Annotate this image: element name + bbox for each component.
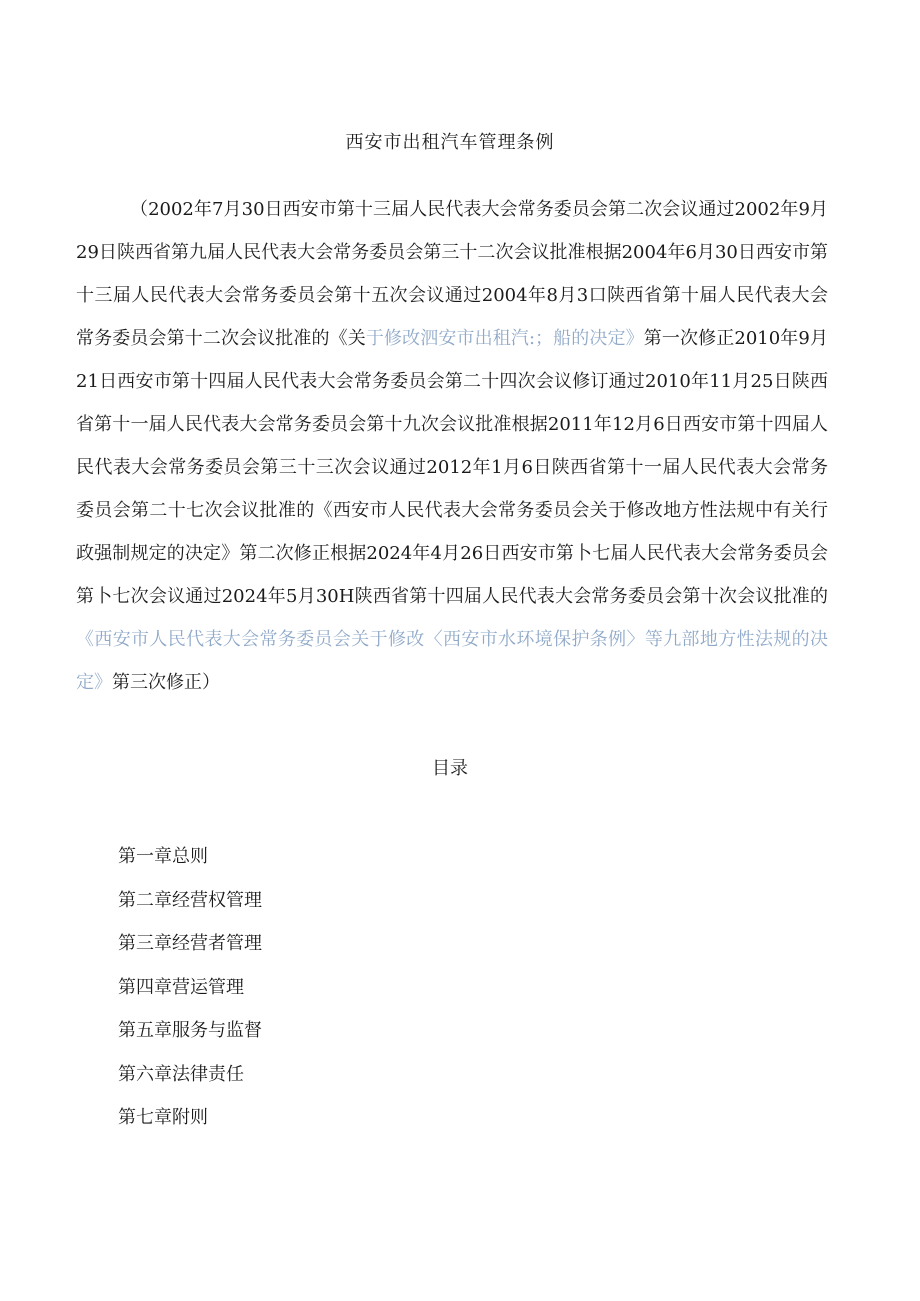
toc-item-chapter-5[interactable]: 第五章服务与监督 — [118, 1020, 262, 1041]
preamble-text-2: 第一次修正2010年9月21日西安市第十四届人民代表大会常务委员会第二十四次会议修订通过2010年11月25日陕西省第十一届人民代表大会常务委员会第十九次会议批准根据2011年12月6日西安市第十四届人民代表大会常务委员会第三十三次会议通过2012年1月6日陕西省第十一届人民代表大会常务委员会第二十七次会议批准的《西安市人民代表大会常务委员会关于修改地方性法规中有关行政强制规定的决定》第二次修正根据2024年4月26日西安市第卜七届人民代表大会常务委员会第卜七次会议通过2024年5月30H陕西省第十四届人民代表大会常务委员会第十次会议批准的 — [76, 328, 828, 607]
toc-item-chapter-7[interactable]: 第七章附则 — [118, 1107, 208, 1128]
toc-item-chapter-6[interactable]: 第六章法律责任 — [118, 1063, 244, 1085]
table-of-contents — [118, 842, 262, 1147]
toc-item-chapter-3[interactable]: 第三章经营者管理 — [118, 933, 262, 954]
preamble-link-2[interactable]: 《西安市人民代表大会常务委员会关于修改〈西安市水环境保护条例〉等九部地方性法规的决定》 — [76, 629, 828, 693]
toc-item-chapter-2[interactable]: 第二章经营权管理 — [118, 889, 262, 911]
preamble-paragraph — [76, 188, 828, 704]
document-title: 西安市出租汽车管理条例 — [345, 132, 555, 153]
toc-title: 目录 — [432, 758, 468, 779]
toc-item-chapter-4[interactable]: 第四章营运管理 — [118, 976, 244, 998]
preamble-link-1[interactable]: 于修改泗安市出租汽:；船的决定》 — [365, 328, 644, 349]
preamble-text-1: （2002年7月30日西安市第十三届人民代表大会常务委员会第二次会议通过2002年9月29日陕西省第九届人民代表大会常务委员会第三十二次会议批准根据2004年6月30日西安市第十三届人民代表大会常务委员会第十五次会议通过2004年8月3口陕西省第十届人民代表大会常务委员会第十二次会议批准的《关 — [76, 199, 828, 349]
preamble-text-3: 第三次修正） — [112, 672, 220, 693]
toc-item-chapter-1[interactable]: 第一章总则 — [118, 846, 208, 867]
